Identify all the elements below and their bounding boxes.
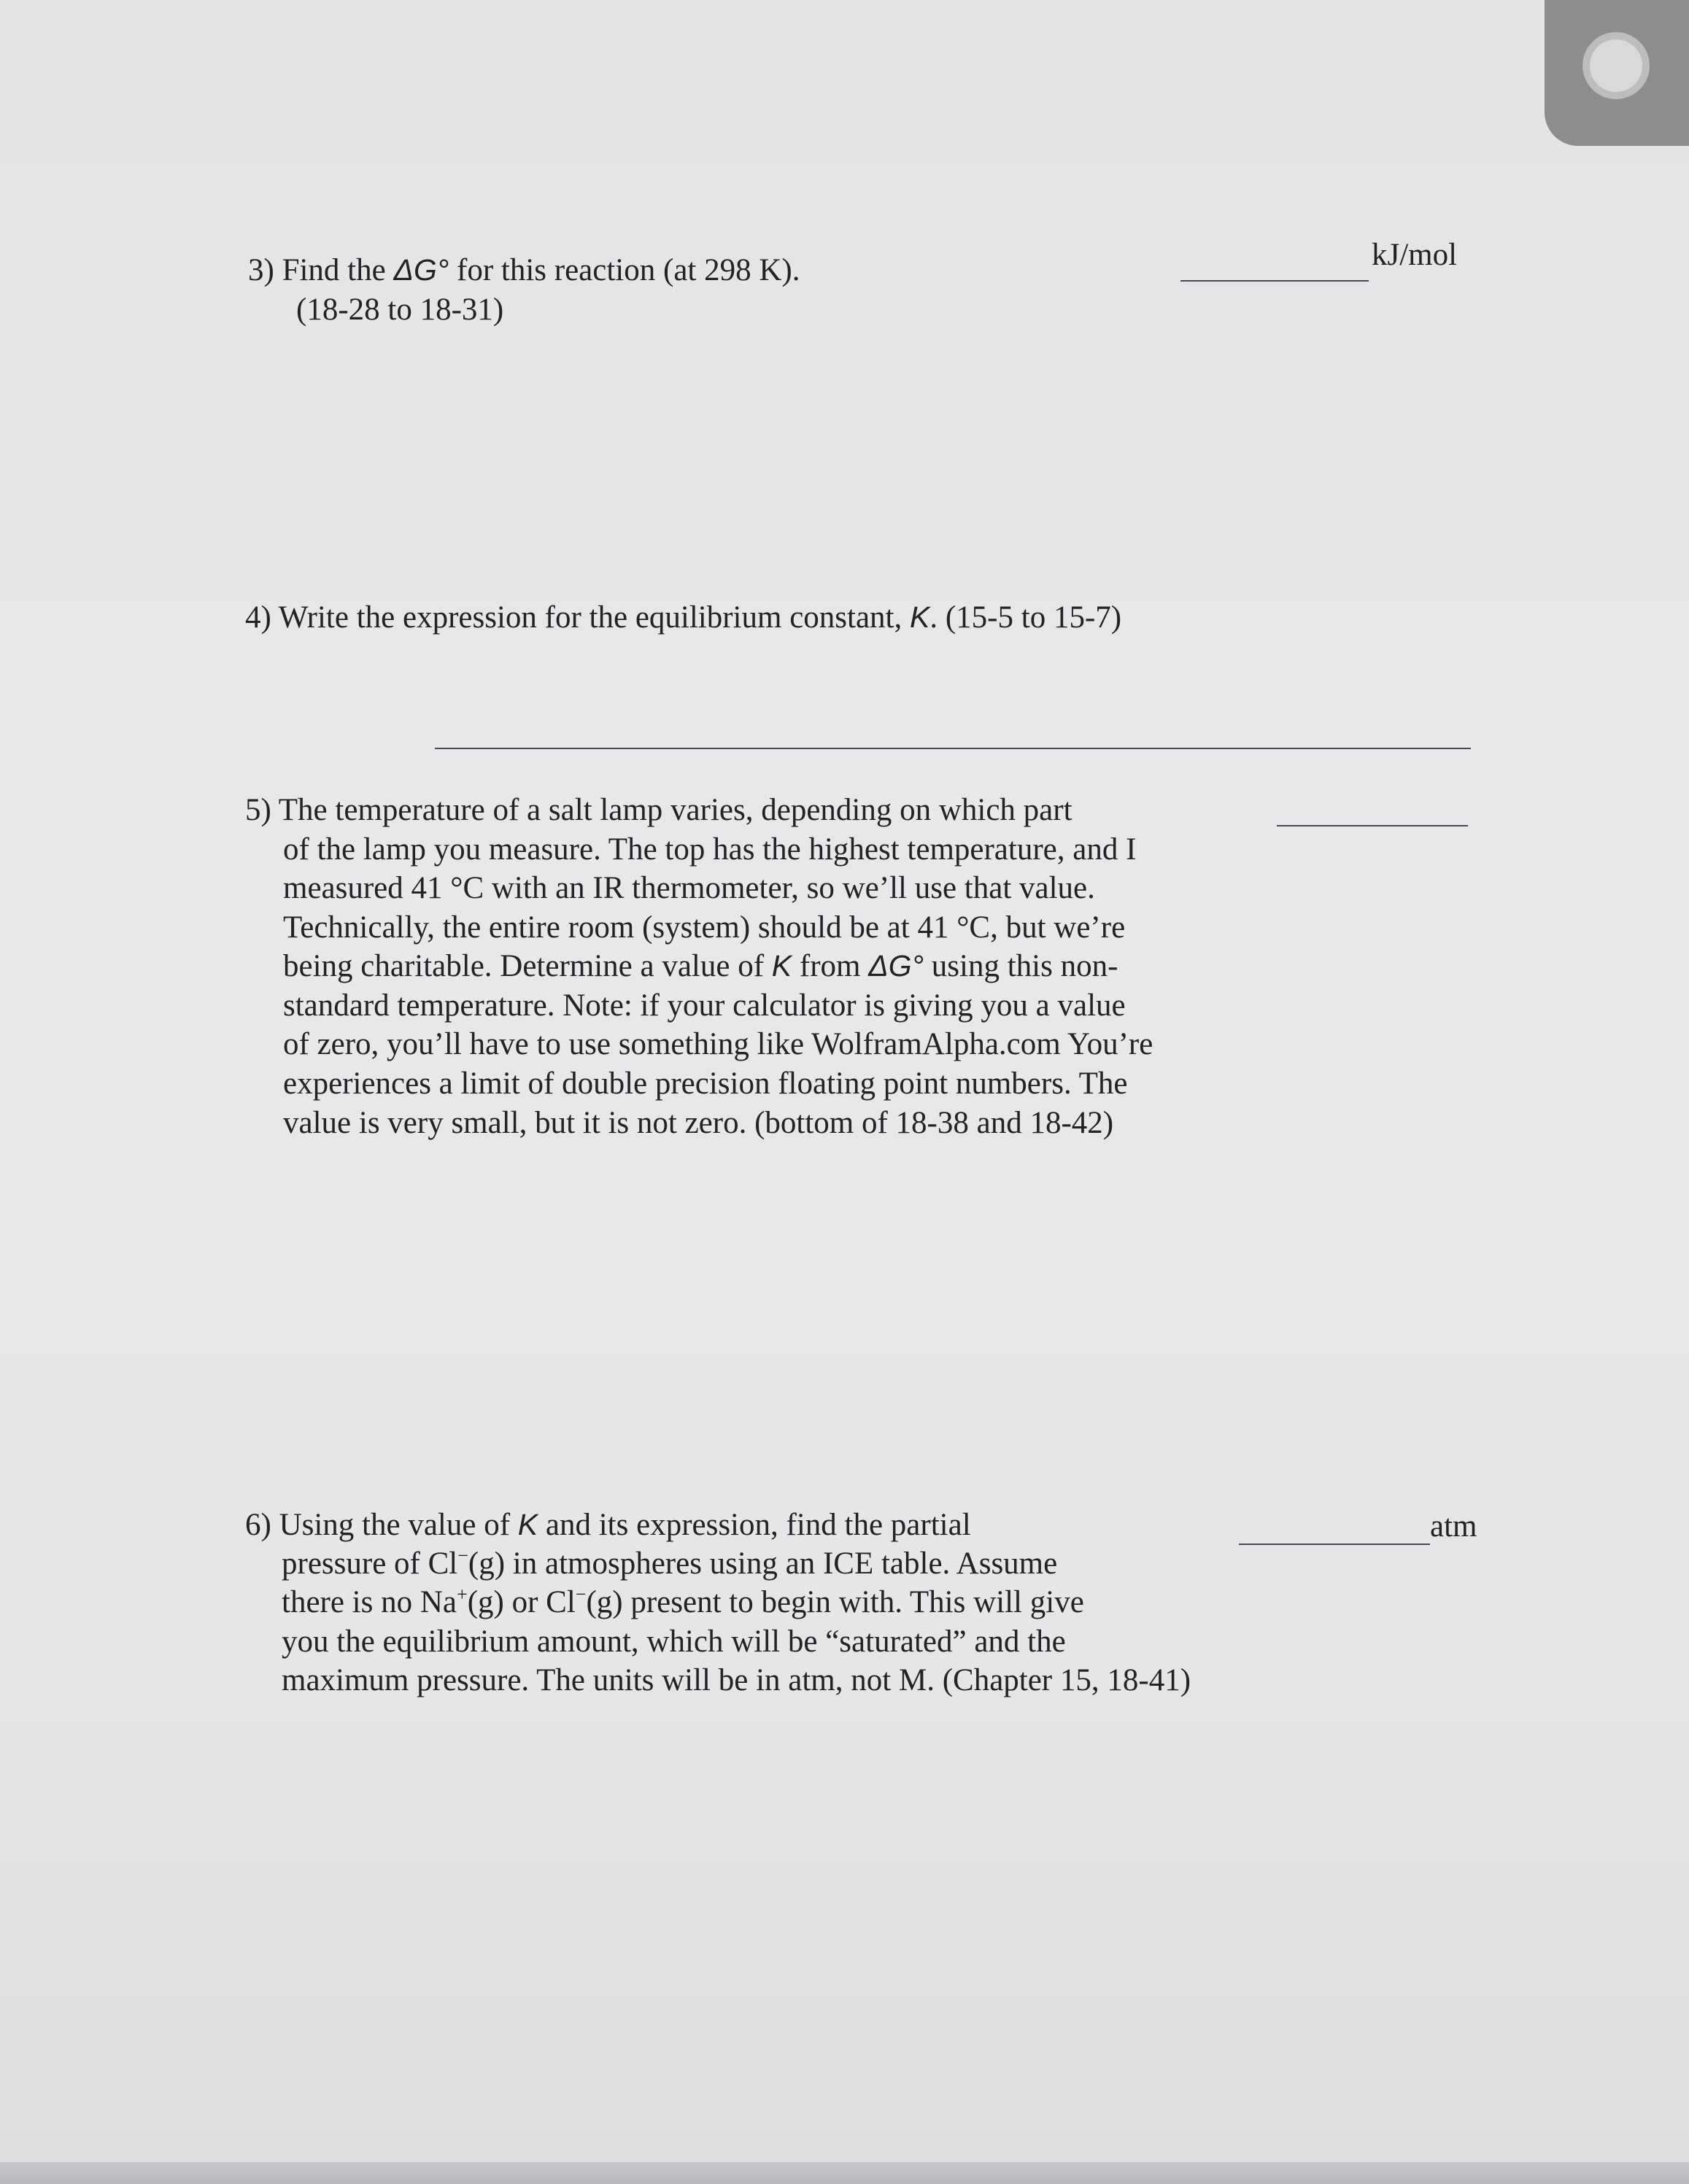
q3-reference: (18-28 to 18-31) [296, 293, 504, 327]
q5-answer-blank[interactable] [1277, 825, 1468, 826]
q6-line-3: there is no Na+(g) or Cl−(g) present to begin with. This will give [282, 1584, 1084, 1619]
q6-unit: atm [1430, 1509, 1477, 1544]
page-bottom-edge [0, 2162, 1689, 2184]
q6-line-1: 6) Using the value of K and its expression, find the partial [245, 1508, 971, 1542]
q5-line-2: of the lamp you measure. The top has the highest temperature, and I [283, 832, 1137, 867]
q6-line-4: you the equilibrium amount, which will be “saturated” and the [282, 1625, 1066, 1659]
q5-line-9: value is very small, but it is not zero. (bottom of 18-38 and 18-42) [283, 1106, 1114, 1140]
q4-prompt: 4) Write the expression for the equilibrium constant, K. (15-5 to 15-7) [245, 600, 1122, 635]
q5-line-8: experiences a limit of double precision floating point numbers. The [283, 1066, 1128, 1101]
q5-line-1: 5) The temperature of a salt lamp varies, depending on which part [245, 793, 1072, 827]
shutter-ring-icon [1582, 32, 1650, 99]
q5-line-7: of zero, you’ll have to use something like WolframAlpha.com You’re [283, 1027, 1153, 1061]
q3-answer-blank[interactable] [1180, 280, 1369, 282]
q4-answer-blank[interactable] [435, 748, 1471, 749]
q5-line-5: being charitable. Determine a value of K from ΔG° using this non- [283, 949, 1118, 983]
q5-line-6: standard temperature. Note: if your calculator is giving you a value [283, 988, 1126, 1023]
q6-line-5: maximum pressure. The units will be in atm, not M. (Chapter 15, 18-41) [282, 1663, 1191, 1697]
q5-line-4: Technically, the entire room (system) should be at 41 °C, but we’re [283, 910, 1126, 945]
q6-line-2: pressure of Cl−(g) in atmospheres using an ICE table. Assume [282, 1545, 1058, 1581]
q3-prompt: 3) Find the ΔG° for this reaction (at 298 K). [248, 253, 800, 287]
q6-answer-blank[interactable] [1239, 1544, 1430, 1545]
q5-line-3: measured 41 °C with an IR thermometer, so we’ll use that value. [283, 871, 1095, 905]
q3-unit: kJ/mol [1372, 238, 1458, 272]
